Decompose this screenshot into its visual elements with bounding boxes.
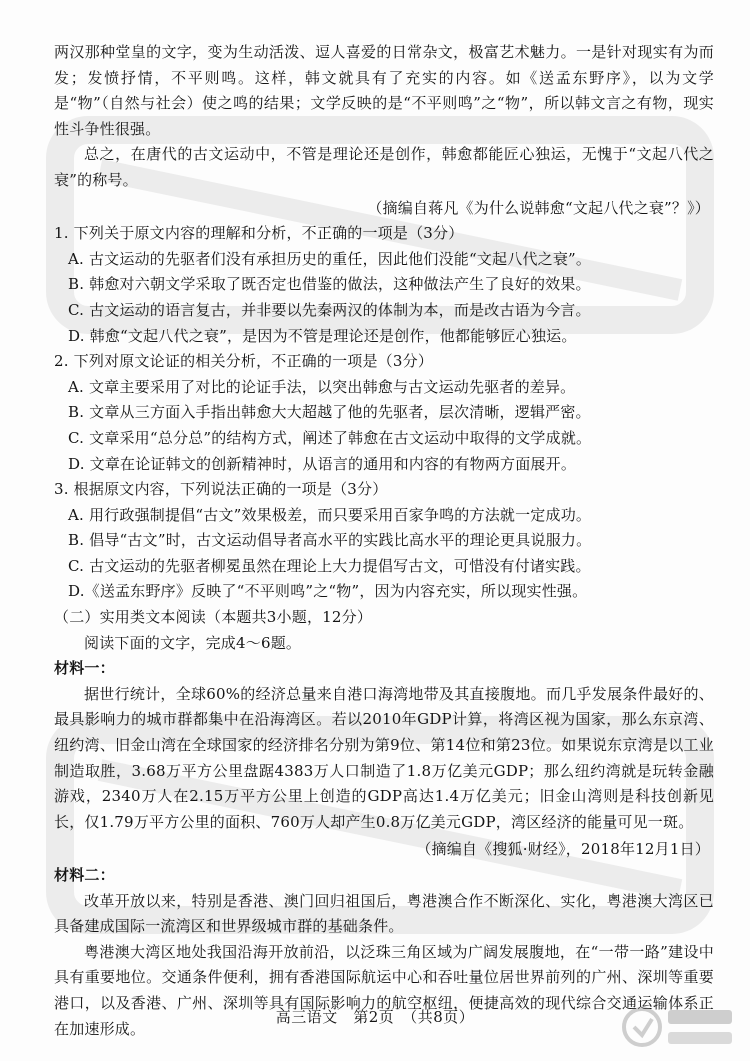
question-stem: 1. 下列关于原文内容的理解和分析，不正确的一项是（3分） (54, 224, 464, 243)
question-option: A. 古文运动的先驱者们没有承担历史的重任，因此他们没能“文起八代之衰”。 (68, 249, 592, 268)
page-footer: 高三语文 第2页 （共8页） (275, 1008, 475, 1026)
material-2-paragraph: 改革开放以来，特别是香港、澳门回归祖国后，粤港澳合作不断深化、实化，粤港澳大湾区已具备建成国际一流湾区和世界级城市群的基础条件。 (54, 891, 714, 936)
page-content (54, 40, 714, 1042)
question-2 (54, 349, 714, 477)
passage-source: （摘编自蒋凡《为什么说韩愈“文起八代之衰”？》） (367, 198, 710, 217)
question-stem: 2. 下列对原文论证的相关分析，不正确的一项是（3分） (54, 352, 434, 371)
question-option: D. 韩愈“文起八代之衰”，是因为不管是理论还是创作，他都能够匠心独运。 (68, 326, 577, 345)
material-1-title: 材料一： (54, 659, 115, 678)
question-option: B. 文章从三方面入手指出韩愈大大超越了他的先驱者，层次清晰，逻辑严密。 (68, 403, 591, 422)
question-3 (54, 477, 714, 605)
section-heading: （二）实用类文本阅读（本题共3小题，12分） (54, 608, 373, 627)
corner-logo-icon (620, 1000, 740, 1055)
material-1-body: 据世行统计，全球60%的经济总量来自港口海湾地带及其直接腹地。而几乎发展条件最好的、最具影响力的城市群都集中在沿海湾区。若以2010年GDP计算，将湾区视为国家，那么东京湾、纽约湾、旧金山湾在全球国家的经济排名分别为第9位、第14位和第23位。如果说东京湾是以工业制造取胜，3.68万平方公里盘踞4383万人口制造了1.8万亿美元GDP；那么纽约湾就是玩转金融游戏，2340万人在2.15万平方公里上创造的GDP高达1.4万亿美元；旧金山湾则是科技创新见长，仅1.79万平方公里的面积、760万人却产生0.8万亿美元GDP，湾区经济的能量可见一斑。 (54, 684, 714, 831)
question-stem: 3. 根据原文内容，下列说法正确的一项是（3分） (54, 480, 388, 499)
section-instruction: 阅读下面的文字，完成4～6题。 (84, 633, 302, 652)
question-option: D. 文章在论证韩文的创新精神时，从语言的通用和内容的有物两方面展开。 (68, 454, 577, 473)
question-option: D.《送孟东野序》反映了“不平则鸣”之“物”，因为内容充实，所以现实性强。 (68, 582, 588, 601)
question-option: B. 韩愈对六朝文学采取了既否定也借鉴的做法，这种做法产生了良好的效果。 (68, 275, 591, 294)
question-option: C. 古文运动的先驱者柳冕虽然在理论上大力提倡写古文，可惜没有付诸实践。 (68, 556, 591, 575)
question-option: B. 倡导“古文”时，古文运动倡导者高水平的实践比高水平的理论更具说服力。 (68, 531, 592, 550)
material-1-source: （摘编自《搜狐·财经》，2018年12月1日） (416, 840, 710, 859)
question-option: A. 文章主要采用了对比的论证手法，以突出韩愈与古文运动先驱者的差异。 (68, 377, 576, 396)
passage-paragraph: 两汉那种堂皇的文字，变为生动活泼、逗人喜爱的日常杂文，极富艺术魅力。一是针对现实有为而发；发愤抒情，不平则鸣。这样，韩文就具有了充实的内容。如《送孟东野序》，以为文学是“物”（自然与社会）使之鸣的结果；文学反映的是“不平则鸣”之“物”，所以韩文言之有物，现实性斗争性很强。 (54, 43, 714, 138)
question-option: A. 用行政强制提倡“古文”效果极差，而只要采用百家争鸣的方法就一定成功。 (68, 505, 592, 524)
material-2-title: 材料二： (54, 866, 115, 884)
question-option: C. 文章采用“总分总”的结构方式，阐述了韩愈在古文运动中取得的文学成就。 (68, 428, 592, 447)
question-1 (54, 221, 714, 349)
question-option: C. 古文运动的语言复古，并非要以先秦两汉的体制为本，而是改古语为今言。 (68, 300, 591, 319)
material-2-paragraph: 粤港澳大湾区地处我国沿海开放前沿，以泛珠三角区域为广阔发展腹地，在“一带一路”建设中具有重要地位。交通条件便利，拥有香港国际航运中心和吞吐量位居世界前列的广州、深圳等重要港口，以及香港、广州、深圳等具有国际影响力的航空枢纽，便捷高效的现代综合交通运输体系正在加速形成。 (54, 942, 714, 1038)
passage-paragraph: 总之，在唐代的古文运动中，不管是理论还是创作，韩愈都能匠心独运，无愧于“文起八代之衰”的称号。 (54, 145, 714, 189)
